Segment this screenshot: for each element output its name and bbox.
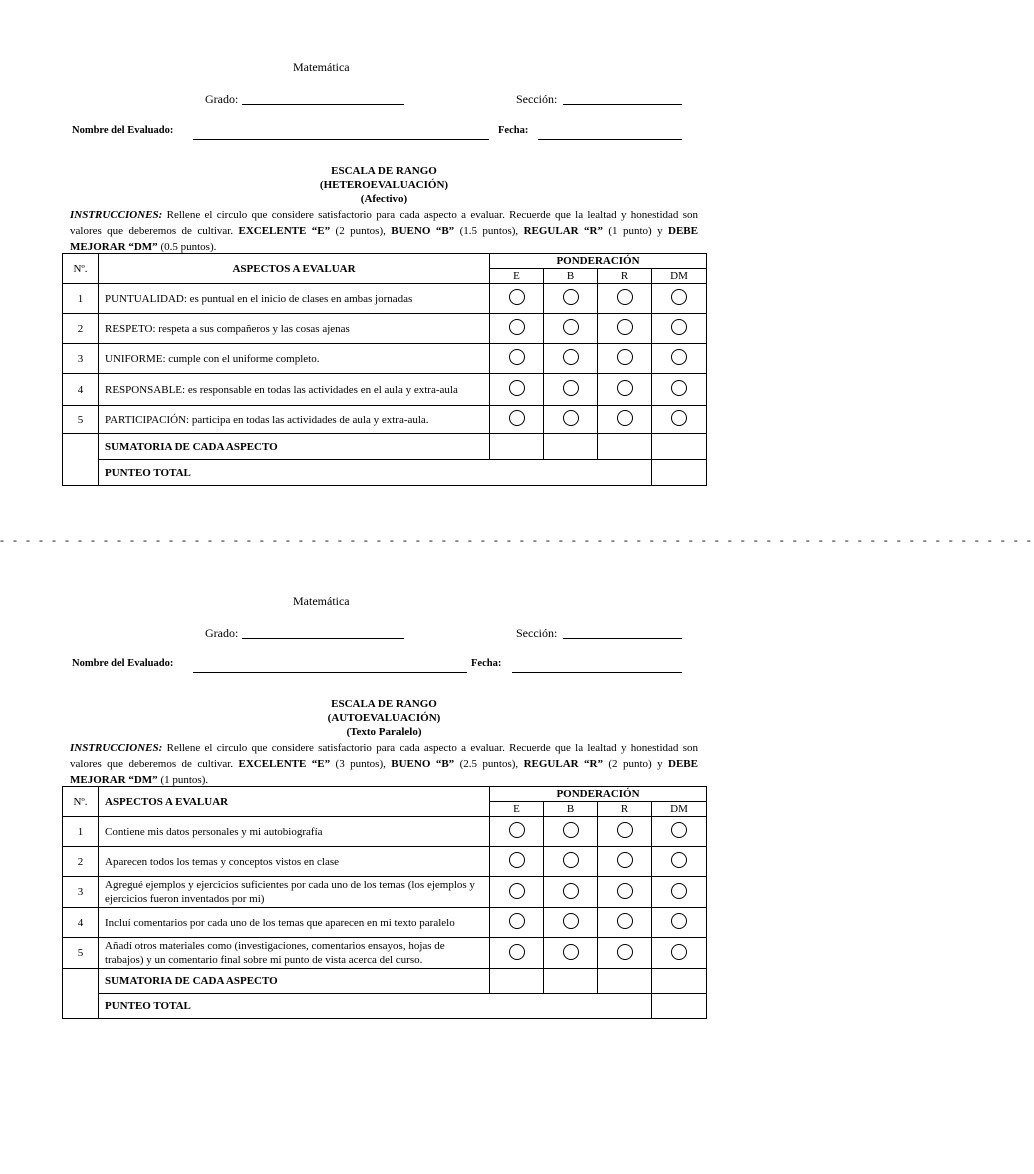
evaluation-table <box>62 253 707 486</box>
radio-circle-b[interactable] <box>563 410 579 426</box>
scale-title-line3: (Texto Paralelo) <box>346 726 422 738</box>
date-field[interactable] <box>512 672 682 673</box>
radio-circle-r[interactable] <box>617 883 633 899</box>
total-label: PUNTEO TOTAL <box>99 994 652 1019</box>
grade-field[interactable] <box>242 104 404 105</box>
radio-circle-e[interactable] <box>509 852 525 868</box>
instructions-text: Rellene el circulo que considere satisfactorio para cada aspecto a evaluar. Recuerde que la lealtad y honestidad son valores que deberemos de cultivar. <box>70 742 698 770</box>
scale-title-line3: (Afectivo) <box>360 193 408 205</box>
excelente-points: (3 puntos), <box>330 758 392 770</box>
bueno-label: BUENO “B” <box>391 758 455 770</box>
col-aspects-header: ASPECTOS A EVALUAR <box>99 254 490 284</box>
scale-title-line2: (HETEROEVALUACIÓN) <box>319 179 449 191</box>
section-label: Sección: <box>516 626 558 640</box>
table-row <box>63 877 707 908</box>
name-field[interactable] <box>193 672 467 673</box>
scale-title-line2: (AUTOEVALUACIÓN) <box>327 712 441 724</box>
row-number: 4 <box>63 908 99 938</box>
subject-title: Matemática <box>293 594 350 608</box>
grade-label: Grado: <box>205 92 239 106</box>
radio-circle-r[interactable] <box>617 289 633 305</box>
section-field[interactable] <box>563 638 682 639</box>
sum-cell-e[interactable] <box>490 434 544 460</box>
table-row <box>63 284 707 314</box>
radio-circle-dm[interactable] <box>671 883 687 899</box>
table-row <box>63 406 707 434</box>
radio-circle-dm[interactable] <box>671 289 687 305</box>
radio-circle-b[interactable] <box>563 319 579 335</box>
radio-circle-e[interactable] <box>509 883 525 899</box>
name-label: Nombre del Evaluado: <box>72 658 174 669</box>
section-label: Sección: <box>516 92 558 106</box>
radio-circle-e[interactable] <box>509 289 525 305</box>
bueno-points: (2.5 puntos), <box>454 758 524 770</box>
radio-circle-e[interactable] <box>509 380 525 396</box>
instructions <box>70 740 698 788</box>
radio-circle-b[interactable] <box>563 913 579 929</box>
bueno-points: (1.5 puntos), <box>454 225 524 237</box>
row-number: 2 <box>63 847 99 877</box>
row-number: 3 <box>63 344 99 374</box>
debe-mejorar-label: DEBE MEJORAR “DM” <box>70 225 698 253</box>
sum-cell-r[interactable] <box>598 969 652 994</box>
grade-label: Grado: <box>205 626 239 640</box>
aspect-text: Incluí comentarios por cada uno de los temas que aparecen en mi texto paralelo <box>99 908 490 938</box>
rating-header-r: R <box>598 269 652 284</box>
radio-circle-e[interactable] <box>509 822 525 838</box>
total-row <box>63 994 707 1019</box>
radio-circle-b[interactable] <box>563 349 579 365</box>
scale-title <box>284 697 484 739</box>
sum-cell-dm[interactable] <box>652 969 707 994</box>
bueno-label: BUENO “B” <box>391 225 455 237</box>
cut-separator: - - - - - - - - - - - - - - - - - - - - - - - - - - - - - - - - - - - - - - - - - - - - - - - - - - - - - - - - - - - - - - - - - - - - - - - - - - - - - - - - <box>0 533 1034 547</box>
col-aspects-header: ASPECTOS A EVALUAR <box>99 787 490 817</box>
total-cell[interactable] <box>652 994 707 1019</box>
aspect-text: Agregué ejemplos y ejercicios suficientes por cada uno de los temas (los ejemplos y ejercicios fueron inventados por mi) <box>99 877 490 908</box>
aspect-text: UNIFORME: cumple con el uniforme completo. <box>99 344 490 374</box>
sum-row <box>63 434 707 460</box>
col-ponderacion-header: PONDERACIÓN <box>490 254 707 269</box>
radio-circle-r[interactable] <box>617 319 633 335</box>
radio-circle-r[interactable] <box>617 944 633 960</box>
evaluation-table <box>62 786 707 1019</box>
radio-circle-dm[interactable] <box>671 380 687 396</box>
row-number: 1 <box>63 284 99 314</box>
sum-cell-r[interactable] <box>598 434 652 460</box>
row-number: 2 <box>63 314 99 344</box>
col-ponderacion-header: PONDERACIÓN <box>490 787 707 802</box>
rating-header-dm: DM <box>652 802 707 817</box>
sum-cell-dm[interactable] <box>652 434 707 460</box>
debe-mejorar-points: (1 puntos). <box>157 774 209 786</box>
date-label: Fecha: <box>498 125 529 136</box>
rating-header-dm: DM <box>652 269 707 284</box>
table-row <box>63 938 707 969</box>
radio-circle-b[interactable] <box>563 289 579 305</box>
aspect-text: Contiene mis datos personales y mi autobiografía <box>99 817 490 847</box>
table-row <box>63 344 707 374</box>
excelente-label: EXCELENTE “E” <box>238 225 331 237</box>
scale-title-line1: ESCALA DE RANGO <box>331 165 437 177</box>
debe-mejorar-label: DEBE MEJORAR “DM” <box>70 758 698 786</box>
section-field[interactable] <box>563 104 682 105</box>
total-cell[interactable] <box>652 460 707 486</box>
radio-circle-dm[interactable] <box>671 852 687 868</box>
regular-points: (2 punto) y <box>602 758 669 770</box>
col-num-header: Nº. <box>63 787 99 817</box>
radio-circle-dm[interactable] <box>671 913 687 929</box>
table-row <box>63 817 707 847</box>
regular-label: REGULAR “R” <box>523 225 603 237</box>
radio-circle-e[interactable] <box>509 319 525 335</box>
radio-circle-e[interactable] <box>509 349 525 365</box>
rating-header-b: B <box>544 269 598 284</box>
instructions-lead: INSTRUCCIONES: <box>70 742 163 754</box>
scale-title <box>284 164 484 206</box>
aspect-text: PARTICIPACIÓN: participa en todas las actividades de aula y extra-aula. <box>99 406 490 434</box>
regular-points: (1 punto) y <box>602 225 669 237</box>
total-label: PUNTEO TOTAL <box>99 460 652 486</box>
excelente-points: (2 puntos), <box>330 225 392 237</box>
table-row <box>63 314 707 344</box>
radio-circle-b[interactable] <box>563 852 579 868</box>
subject-title: Matemática <box>293 60 350 74</box>
radio-circle-b[interactable] <box>563 883 579 899</box>
regular-label: REGULAR “R” <box>523 758 603 770</box>
radio-circle-dm[interactable] <box>671 349 687 365</box>
radio-circle-r[interactable] <box>617 349 633 365</box>
table-row <box>63 847 707 877</box>
debe-mejorar-points: (0.5 puntos). <box>157 241 217 253</box>
name-field[interactable] <box>193 139 489 140</box>
sum-label: SUMATORIA DE CADA ASPECTO <box>99 434 490 460</box>
col-num-header: Nº. <box>63 254 99 284</box>
row-number: 4 <box>63 374 99 406</box>
aspect-text: RESPONSABLE: es responsable en todas las actividades en el aula y extra-aula <box>99 374 490 406</box>
sum-cell-e[interactable] <box>490 969 544 994</box>
radio-circle-dm[interactable] <box>671 944 687 960</box>
grade-field[interactable] <box>242 638 404 639</box>
table-row <box>63 374 707 406</box>
row-number: 3 <box>63 877 99 908</box>
radio-circle-dm[interactable] <box>671 410 687 426</box>
radio-circle-r[interactable] <box>617 380 633 396</box>
sum-row <box>63 969 707 994</box>
instructions <box>70 207 698 255</box>
radio-circle-r[interactable] <box>617 410 633 426</box>
scale-title-line1: ESCALA DE RANGO <box>331 698 437 710</box>
date-label: Fecha: <box>471 658 502 669</box>
radio-circle-r[interactable] <box>617 852 633 868</box>
excelente-label: EXCELENTE “E” <box>238 758 331 770</box>
date-field[interactable] <box>538 139 682 140</box>
aspect-text: Aparecen todos los temas y conceptos vistos en clase <box>99 847 490 877</box>
sum-cell-b[interactable] <box>544 969 598 994</box>
sum-label: SUMATORIA DE CADA ASPECTO <box>99 969 490 994</box>
instructions-text: Rellene el circulo que considere satisfactorio para cada aspecto a evaluar. Recuerde que la lealtad y honestidad son valores que deberemos de cultivar. <box>70 209 698 237</box>
aspect-text: PUNTUALIDAD: es puntual en el inicio de clases en ambas jornadas <box>99 284 490 314</box>
radio-circle-b[interactable] <box>563 822 579 838</box>
radio-circle-e[interactable] <box>509 944 525 960</box>
radio-circle-dm[interactable] <box>671 319 687 335</box>
radio-circle-e[interactable] <box>509 913 525 929</box>
row-number: 1 <box>63 817 99 847</box>
aspect-text: Añadí otros materiales como (investigaciones, comentarios ensayos, hojas de trabajos) y un comentario final sobre mi punto de vista acerca del curso. <box>99 938 490 969</box>
total-row <box>63 460 707 486</box>
rating-header-e: E <box>490 269 544 284</box>
aspect-text: RESPETO: respeta a sus compañeros y las cosas ajenas <box>99 314 490 344</box>
sum-cell-b[interactable] <box>544 434 598 460</box>
rating-header-r: R <box>598 802 652 817</box>
name-label: Nombre del Evaluado: <box>72 125 174 136</box>
radio-circle-r[interactable] <box>617 913 633 929</box>
row-number: 5 <box>63 938 99 969</box>
radio-circle-e[interactable] <box>509 410 525 426</box>
table-row <box>63 908 707 938</box>
instructions-lead: INSTRUCCIONES: <box>70 209 163 221</box>
radio-circle-b[interactable] <box>563 944 579 960</box>
rating-header-e: E <box>490 802 544 817</box>
radio-circle-b[interactable] <box>563 380 579 396</box>
radio-circle-dm[interactable] <box>671 822 687 838</box>
row-number: 5 <box>63 406 99 434</box>
radio-circle-r[interactable] <box>617 822 633 838</box>
rating-header-b: B <box>544 802 598 817</box>
